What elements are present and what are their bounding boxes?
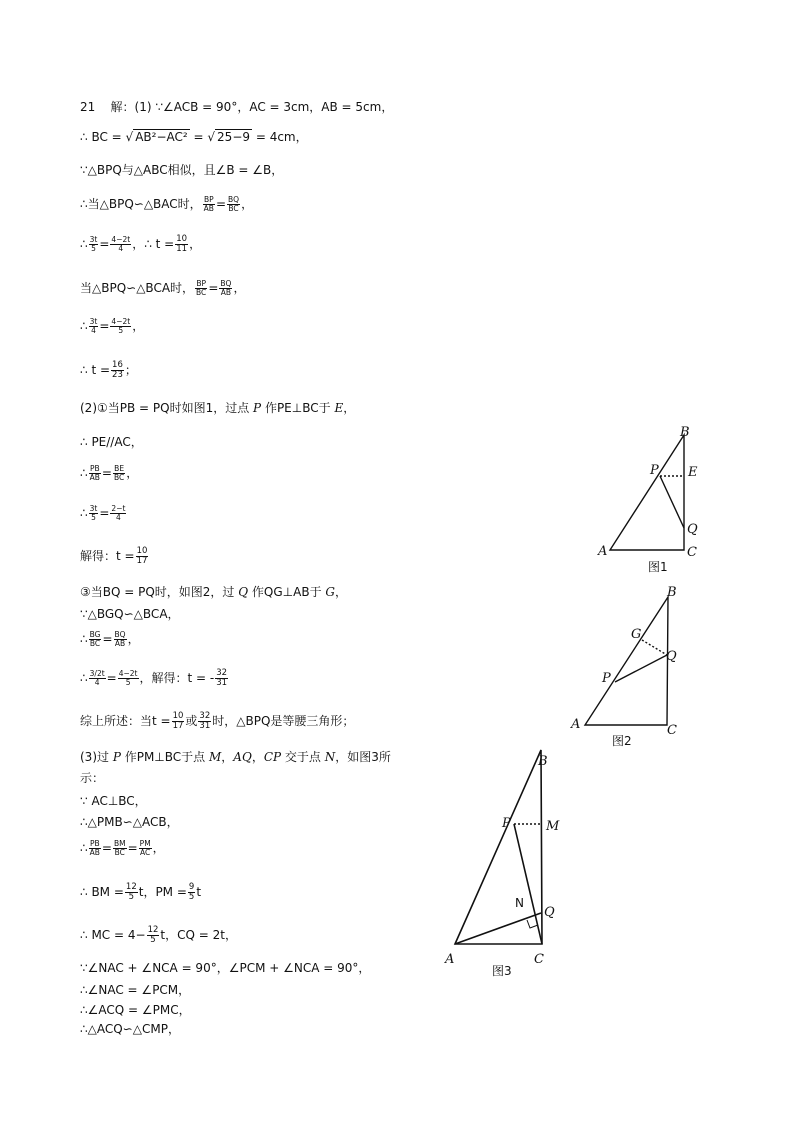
line-13 — [80, 547, 149, 566]
label-c: C — [667, 723, 677, 738]
segment-aq — [455, 913, 541, 944]
punct: ， — [334, 585, 347, 599]
denominator: 5 — [91, 243, 96, 253]
fraction — [175, 235, 188, 254]
punct: ， — [233, 280, 246, 295]
fraction — [188, 883, 195, 902]
punct: ， — [127, 631, 140, 646]
numerator: 2−t — [111, 504, 126, 513]
line-11 — [80, 465, 138, 482]
line-2-root-2: 25−9 — [217, 130, 251, 144]
denominator: 4 — [91, 325, 96, 335]
fraction — [227, 196, 240, 213]
comma: ， — [251, 750, 264, 764]
fraction — [195, 280, 207, 297]
line-25-tail: t，CQ = 2t， — [160, 927, 237, 942]
triangle-abc — [610, 435, 684, 550]
segment-aq: AQ — [233, 750, 252, 764]
line-1 — [80, 100, 393, 114]
figure-3 — [440, 745, 580, 994]
label-n: N — [515, 896, 524, 910]
denominator: AB — [203, 203, 214, 213]
point-m: M — [208, 750, 222, 764]
line-5 — [80, 235, 201, 254]
fraction — [198, 712, 211, 731]
numerator: 9 — [188, 882, 195, 892]
denominator: 23 — [112, 369, 123, 380]
fraction — [147, 926, 160, 945]
line-5-mid: ，∴ t = — [132, 236, 175, 251]
label-c: C — [687, 545, 697, 560]
denominator: 5 — [118, 325, 124, 335]
denominator: AB — [89, 472, 100, 482]
denominator: BC — [114, 847, 125, 857]
numerator: BG — [89, 630, 101, 639]
numerator: 10 — [172, 711, 184, 721]
equals: = — [106, 670, 117, 685]
label-p: P — [650, 463, 659, 478]
equals: = — [99, 236, 110, 251]
line-19-b: 作PM⊥BC于点 — [120, 750, 209, 764]
punct: ， — [152, 840, 165, 855]
numerator: 3t — [89, 235, 98, 245]
line-7 — [80, 318, 144, 335]
denominator: 11 — [176, 243, 188, 254]
punct: ， — [189, 236, 202, 251]
label-q: Q — [544, 905, 555, 920]
numerator: 4−2t — [111, 235, 131, 245]
punct: ， — [241, 196, 254, 211]
line-24-lead: ∴ BM = — [80, 884, 124, 899]
numerator: 4−2t — [111, 317, 131, 326]
numerator: BP — [203, 195, 214, 204]
line-21: ∵ AC⊥BC， — [80, 794, 147, 808]
denominator: 4 — [118, 243, 124, 253]
denominator: 17 — [172, 720, 184, 731]
numerator: 12 — [125, 882, 137, 892]
label-a: A — [445, 952, 455, 967]
numerator: PB — [89, 464, 100, 473]
line-4-text: ∴当△BPQ∽△BAC时， — [80, 196, 202, 211]
line-19-lead: (3)过 — [80, 750, 113, 764]
line-14-lead: ③当BQ = PQ时，如图2，过 — [80, 585, 239, 599]
denominator: 4 — [94, 677, 100, 687]
label-b: B — [680, 425, 690, 440]
numerator: 16 — [112, 360, 123, 370]
numerator: 12 — [147, 925, 159, 935]
point-e: E — [334, 401, 344, 415]
equals: = — [99, 505, 110, 520]
fraction — [89, 318, 99, 335]
line-9-lead: (2)①当PB = PQ时如图1，过点 — [80, 401, 254, 415]
fraction — [89, 465, 101, 482]
numerator: 3t — [89, 317, 98, 326]
numerator: 32 — [216, 668, 228, 678]
figure-3-diagram — [440, 745, 580, 990]
fraction — [89, 840, 101, 857]
numerator: 10 — [136, 546, 148, 556]
label-a: A — [571, 717, 581, 732]
triangle-abc — [455, 750, 542, 944]
fraction — [219, 280, 232, 297]
figure-1-caption: 图1 — [648, 560, 668, 574]
numerator: 3/2t — [89, 669, 105, 679]
fraction — [172, 712, 185, 731]
therefore: ∴ — [80, 318, 88, 333]
numerator: BM — [113, 839, 126, 848]
numerator: PB — [89, 839, 100, 848]
denominator: 5 — [188, 891, 195, 902]
line-28: ∴∠ACQ = ∠PMC， — [80, 1003, 191, 1017]
line-27: ∴∠NAC = ∠PCM， — [80, 983, 191, 997]
numerator: 4−2t — [118, 669, 138, 679]
line-8-text: ∴ t = — [80, 362, 111, 377]
line-22: ∴△PMB∽△ACB， — [80, 815, 179, 829]
line-9 — [80, 401, 355, 415]
numerator: BE — [114, 464, 125, 473]
punct: ； — [124, 362, 137, 377]
line-10: ∴ PE//AC， — [80, 435, 143, 449]
equals: = — [208, 280, 219, 295]
denominator: 5 — [128, 891, 135, 902]
segment-qg — [642, 640, 667, 655]
line-14-mid: 作QG⊥AB于 — [248, 585, 326, 599]
segment-pq — [660, 476, 684, 528]
label-b: B — [667, 585, 677, 600]
figure-2-diagram — [565, 582, 695, 752]
line-12 — [80, 505, 127, 522]
problem-number: 21 — [80, 100, 96, 114]
label-m: M — [546, 819, 560, 834]
line-2-lead: ∴ BC = — [80, 130, 126, 144]
therefore: ∴ — [80, 631, 88, 646]
line-25-lead: ∴ MC = 4− — [80, 927, 146, 942]
segment-cp — [514, 824, 542, 944]
figure-3-caption: 图3 — [492, 964, 512, 978]
label-p: P — [602, 671, 611, 686]
line-2: ∴ BC = √ AB²−AC² = √ 25−9 = 4cm， — [80, 130, 308, 144]
line-4 — [80, 196, 253, 213]
fraction — [110, 236, 131, 253]
denominator: AB — [114, 638, 126, 648]
fraction — [89, 670, 106, 687]
equals: = — [102, 631, 113, 646]
line-29: ∴△ACQ∽△CMP， — [80, 1022, 180, 1036]
numerator: BQ — [228, 195, 240, 204]
fraction — [113, 840, 127, 857]
numerator: 32 — [199, 711, 211, 721]
line-6-text: 当△BPQ∽△BCA时， — [80, 280, 195, 295]
line-2-root-1: AB²−AC² — [135, 130, 188, 144]
numerator: BQ — [220, 279, 232, 288]
fraction — [139, 840, 152, 857]
fraction — [118, 670, 139, 687]
fraction — [89, 236, 99, 253]
punct: ， — [343, 401, 356, 415]
line-19 — [80, 750, 391, 764]
label-q: Q — [687, 522, 698, 537]
line-2-eq: = — [189, 130, 208, 144]
label-g: G — [631, 627, 642, 642]
line-8 — [80, 361, 137, 380]
figure-2 — [565, 582, 695, 756]
equals: = — [99, 318, 110, 333]
line-1-text: 解：(1) ∵∠ACB = 90°，AC = 3cm，AB = 5cm， — [110, 100, 394, 114]
label-p: P — [502, 816, 511, 831]
label-q: Q — [666, 649, 677, 664]
denominator: 5 — [150, 934, 156, 945]
segment-pq — [615, 655, 667, 682]
line-19-e: 交于点 — [281, 750, 325, 764]
equals: = — [127, 840, 138, 855]
figure-1-diagram — [590, 420, 710, 580]
denominator: 31 — [199, 720, 211, 731]
line-25 — [80, 926, 237, 945]
line-13-text: 解得：t = — [80, 548, 135, 563]
fraction — [89, 505, 99, 522]
figure-2-caption: 图2 — [612, 734, 632, 748]
label-b: B — [538, 754, 548, 769]
denominator: AC — [140, 847, 151, 857]
point-q: Q — [238, 585, 249, 599]
fraction — [136, 547, 149, 566]
line-16 — [80, 631, 140, 648]
line-14 — [80, 585, 347, 599]
label-a: A — [598, 544, 608, 559]
equals: = — [101, 465, 112, 480]
point-n: N — [324, 750, 336, 764]
therefore: ∴ — [80, 465, 88, 480]
denominator: BC — [196, 287, 207, 297]
fraction — [110, 505, 126, 522]
fraction — [113, 465, 125, 482]
punct: ， — [126, 465, 139, 480]
line-26: ∵∠NAC + ∠NCA = 90°，∠PCM + ∠NCA = 90°， — [80, 961, 371, 975]
line-17 — [80, 669, 229, 688]
line-23 — [80, 840, 165, 857]
denominator: 5 — [91, 512, 96, 522]
point-p: P — [112, 750, 121, 764]
point-g: G — [325, 585, 335, 599]
punct: ， — [132, 318, 145, 333]
numerator: 10 — [176, 234, 188, 244]
fraction — [111, 361, 124, 380]
fraction — [203, 196, 215, 213]
line-24-tail: t — [196, 884, 202, 899]
fraction — [89, 631, 102, 648]
equals: = — [101, 840, 112, 855]
denominator: BC — [89, 638, 101, 648]
denominator: 5 — [125, 677, 131, 687]
fraction — [125, 883, 138, 902]
denominator: 4 — [116, 512, 121, 522]
line-17-mid: ，解得：t = - — [139, 670, 215, 685]
numerator: 3t — [89, 504, 98, 513]
or-word: 或 — [185, 713, 198, 728]
line-20: 示： — [80, 771, 105, 785]
line-24 — [80, 883, 201, 902]
comma: ， — [221, 750, 234, 764]
denominator: 17 — [136, 555, 148, 566]
line-18 — [80, 712, 354, 731]
numerator: PM — [139, 839, 151, 848]
line-6 — [80, 280, 245, 297]
denominator: AB — [89, 847, 100, 857]
denominator: 31 — [216, 677, 228, 688]
denominator: BC — [113, 472, 125, 482]
line-19-tail: ，如图3所 — [335, 750, 391, 764]
line-15: ∵△BGQ∽△BCA， — [80, 607, 180, 621]
numerator: BQ — [114, 630, 126, 639]
figure-1 — [590, 420, 710, 584]
therefore: ∴ — [80, 236, 88, 251]
fraction — [215, 669, 228, 688]
fraction — [110, 318, 131, 335]
equals: = — [215, 196, 227, 211]
fraction — [114, 631, 127, 648]
line-3: ∵△BPQ与△ABC相似，且∠B = ∠B， — [80, 163, 284, 177]
numerator: BP — [196, 279, 207, 288]
denominator: BC — [228, 203, 239, 213]
segment-cp: CP — [263, 750, 282, 764]
line-9-mid: 作PE⊥BC于 — [261, 401, 335, 415]
therefore: ∴ — [80, 670, 88, 685]
line-18-lead: 综上所述：当t = — [80, 713, 171, 728]
line-24-mid: t，PM = — [138, 884, 187, 899]
label-e: E — [688, 465, 698, 480]
label-c: C — [534, 952, 544, 967]
line-2-tail: = 4cm， — [252, 130, 308, 144]
therefore: ∴ — [80, 840, 88, 855]
therefore: ∴ — [80, 505, 88, 520]
point-p: P — [253, 401, 262, 415]
denominator: AB — [220, 287, 232, 297]
line-18-tail: 时，△BPQ是等腰三角形； — [212, 713, 355, 728]
